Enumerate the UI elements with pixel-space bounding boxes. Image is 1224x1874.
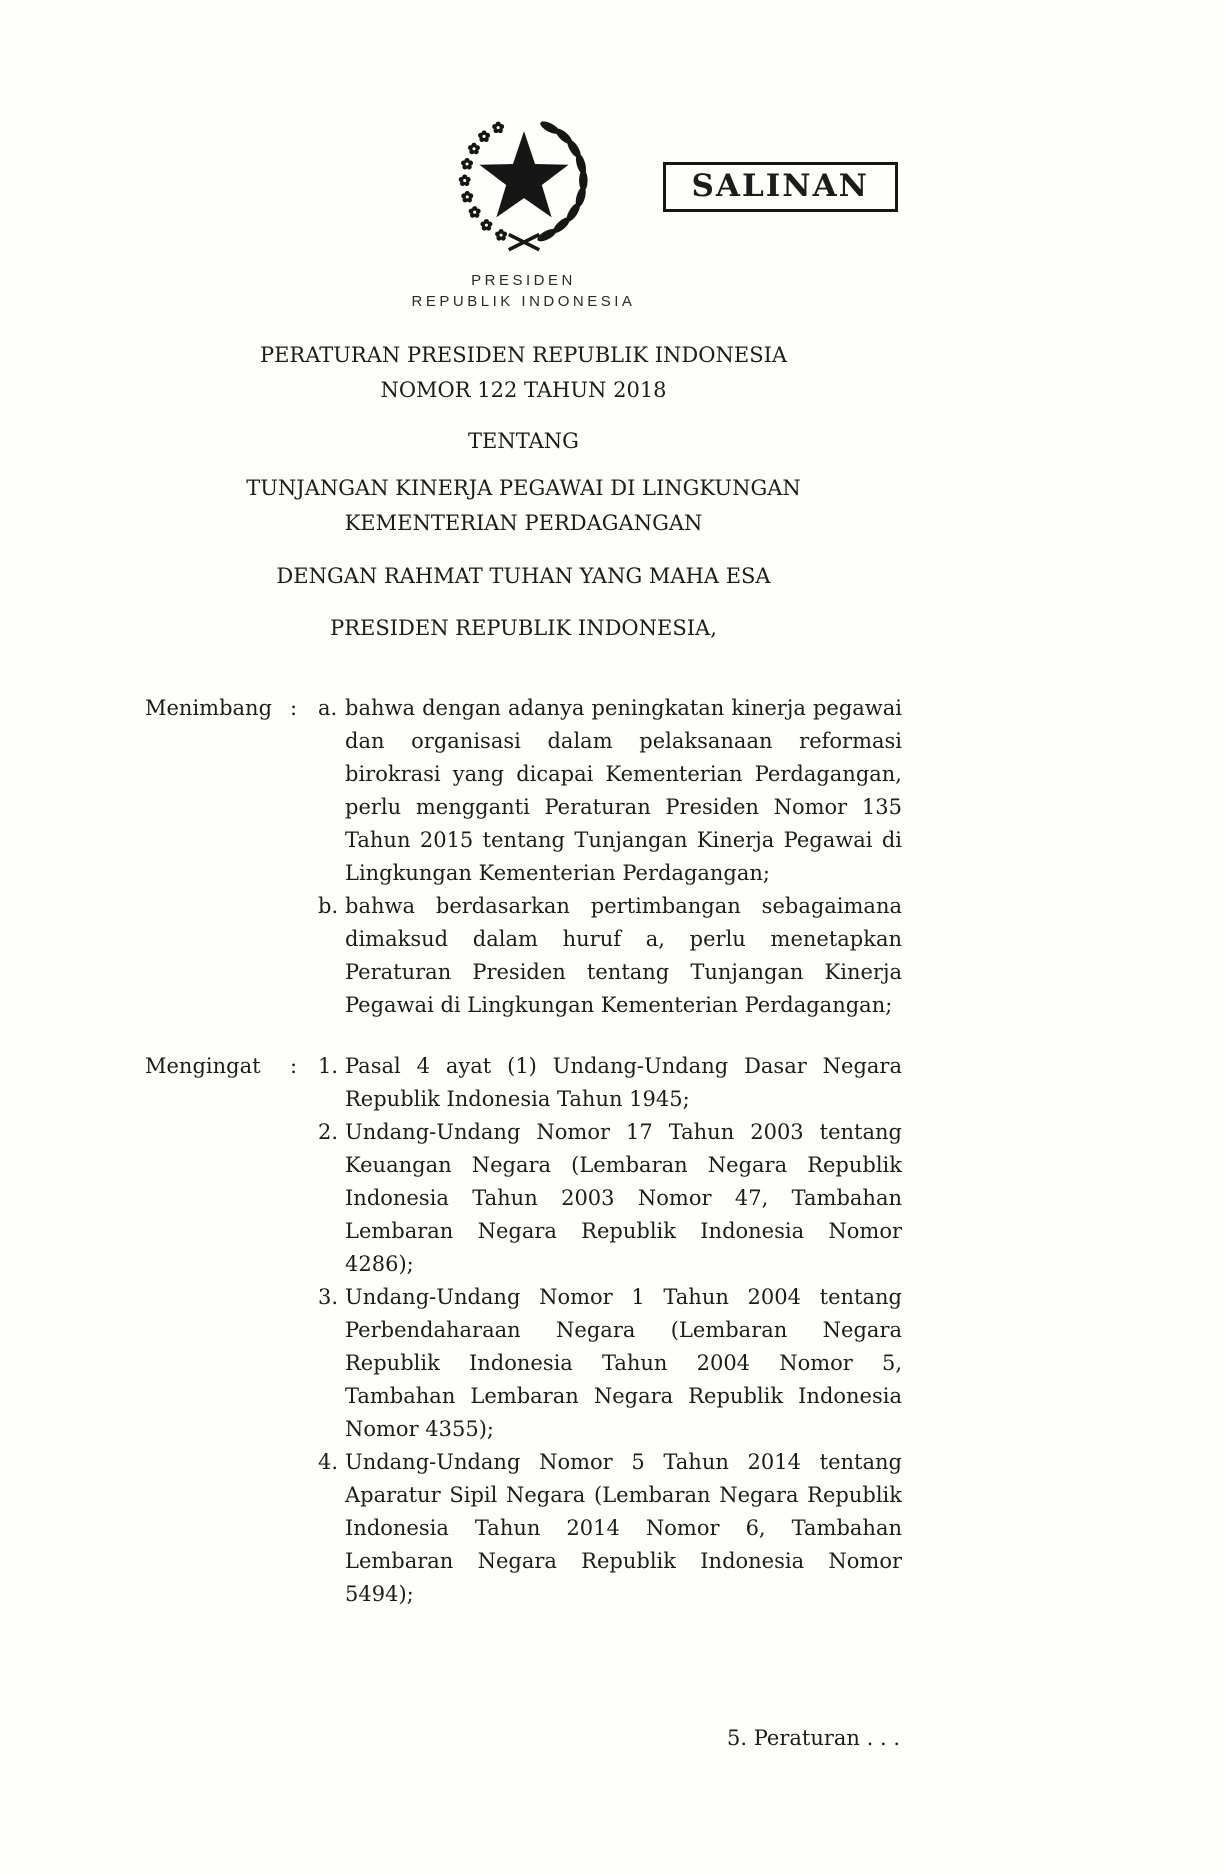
item-marker: a. [318,696,338,720]
document-title-block [145,338,902,646]
menimbang-items [318,692,902,1022]
regulation-number: NOMOR 122 TAHUN 2018 [380,378,667,402]
star-wreath-emblem-icon [453,110,595,258]
item-marker: 3. [318,1285,339,1309]
item-text: bahwa berdasarkan pertimbangan sebagaimana dimaksud dalam huruf a, perlu menetapkan Peraturan Presiden tentang Tunjangan Kinerja Pegawai di Lingkungan Kementerian Perdagangan; [345,894,902,1017]
item-marker: 4. [318,1450,339,1474]
item-marker: 2. [318,1120,339,1144]
menimbang-label: Menimbang [145,696,273,720]
salinan-stamp-label: SALINAN [691,168,869,204]
item-marker: 1. [318,1054,339,1078]
menimbang-section [145,692,902,1022]
legal-basis-item [318,1116,902,1281]
item-text: bahwa dengan adanya peningkatan kinerja pegawai dan organisasi dalam pelaksanaan reformasi birokrasi yang dicapai Kementerian Perdagangan, perlu mengganti Peraturan Presiden Nomor 135 Tahun 2015 tentang Tunjangan Kinerja Pegawai di Lingkungan Kementerian Perdagangan; [345,696,902,885]
legal-basis-item [318,1446,902,1611]
emblem-container [145,0,902,258]
consideration-item [318,692,902,890]
regulation-title-line1: PERATURAN PRESIDEN REPUBLIK INDONESIA [259,343,788,367]
mengingat-section [145,1050,902,1611]
mengingat-colon: : [290,1054,298,1078]
enacting-authority-line: PRESIDEN REPUBLIK INDONESIA, [330,616,717,640]
content-column [145,0,902,1874]
item-text: Undang-Undang Nomor 17 Tahun 2003 tentang Keuangan Negara (Lembaran Negara Republik Indonesia Tahun 2003 Nomor 47, Tambahan Lembaran Negara Republik Indonesia Nomor 4286); [345,1120,902,1276]
subject-line2: KEMENTERIAN PERDAGANGAN [344,511,703,535]
invocation-line: DENGAN RAHMAT TUHAN YANG MAHA ESA [276,564,771,588]
item-marker: b. [318,894,339,918]
item-text: Pasal 4 ayat (1) Undang-Undang Dasar Negara Republik Indonesia Tahun 1945; [345,1054,902,1111]
mengingat-label: Mengingat [145,1054,261,1078]
page-catchword: 5. Peraturan . . . [727,1726,900,1750]
item-text: Undang-Undang Nomor 5 Tahun 2014 tentang Aparatur Sipil Negara (Lembaran Negara Republik Indonesia Tahun 2014 Nomor 6, Tambahan Lembaran Negara Republik Indonesia Nomor 5494); [345,1450,902,1606]
salinan-stamp [663,162,898,212]
subject-line1: TUNJANGAN KINERJA PEGAWAI DI LINGKUNGAN [246,476,801,500]
item-text: Undang-Undang Nomor 1 Tahun 2004 tentang Perbendaharaan Negara (Lembaran Negara Republik Indonesia Tahun 2004 Nomor 5, Tambahan Lembaran Negara Republik Indonesia Nomor 4355); [345,1285,902,1441]
legal-basis-item [318,1050,902,1116]
letterhead-line2: REPUBLIK INDONESIA [411,293,636,310]
letterhead-line1: PRESIDEN [471,272,576,289]
letterhead [145,270,902,312]
tentang-label: TENTANG [468,429,579,453]
menimbang-colon: : [290,696,298,720]
consideration-item [318,890,902,1022]
legal-basis-item [318,1281,902,1446]
mengingat-items [318,1050,902,1611]
